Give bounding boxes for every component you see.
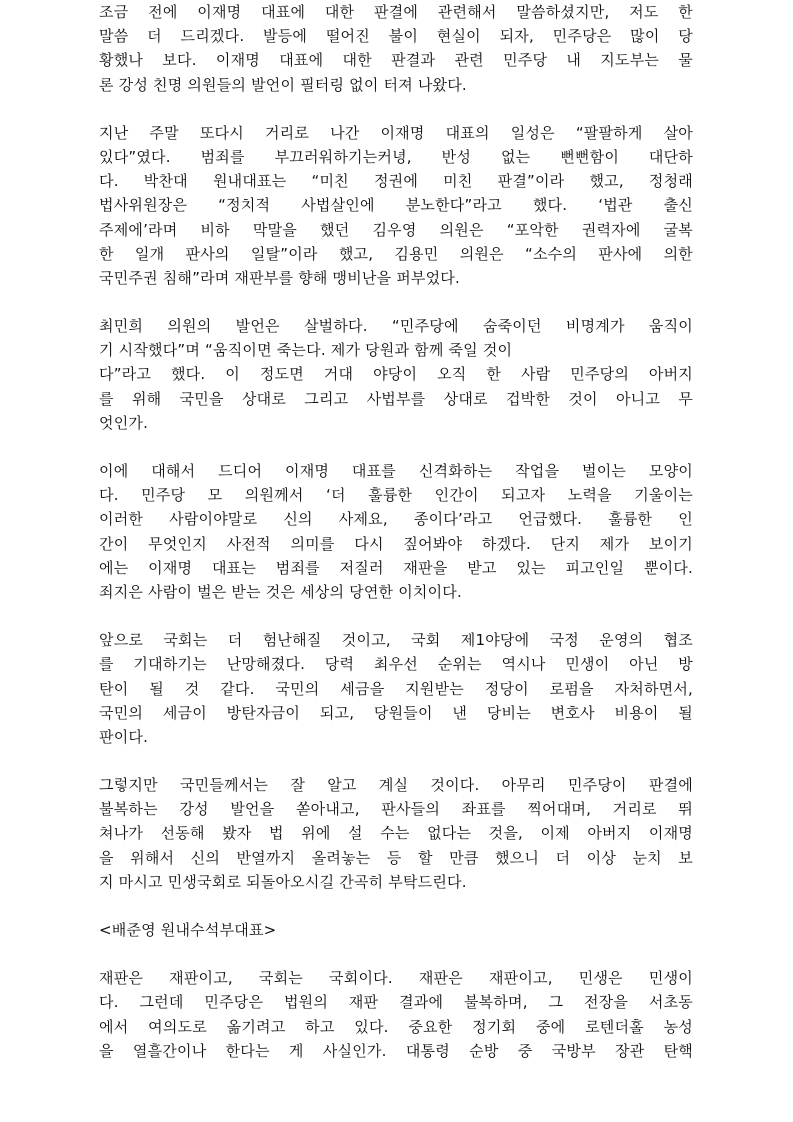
text-line: 이에 대해서 드디어 이재명 대표를 신격화하는 작업을 벌이는 모양이	[99, 462, 693, 480]
text-line: 있다”였다. 범죄를 부끄러워하기는커녕, 반성 없는 뻔뻔함이 대단하	[99, 147, 693, 166]
text-line: 법사위원장은 “정치적 사법살인에 분노한다”라고 했다. ‘법관 출신	[99, 196, 693, 215]
text-line: 주제에’라며 비하 막말을 했던 김우영 의원은 “포악한 권력자에 굴복	[99, 220, 693, 239]
text-line: 기 시작했다”며 “움직이면 죽는다. 제가 당원과 함께 죽일 것이	[99, 341, 513, 360]
text-line: 탄이 될 것 같다. 국민의 세금을 지원받는 정당이 로펌을 자처하면서,	[99, 679, 693, 698]
text-line: 을 열흘간이나 한다는 게 사실인가. 대통령 순방 중 국방부 장관 탄핵	[99, 1041, 694, 1060]
text-line: 지난 주말 또다시 거리로 나간 이재명 대표의 일성은 “팔팔하게 살아	[99, 123, 693, 142]
text-line: 다. 민주당 모 의원께서 ‘더 훌륭한 인간이 되고자 노력을 기울이는	[99, 486, 693, 505]
text-line: 조금 전에 이재명 대표에 대한 판결에 관련해서 말씀하셨지만, 저도 한	[99, 3, 693, 21]
text-line: 말씀 더 드리겠다. 발등에 떨어진 불이 현실이 되자, 민주당은 많이 당	[99, 27, 693, 46]
text-line: 한 일개 판사의 일탈”이라 했고, 김용민 의원은 “소수의 판사에 의한	[99, 244, 693, 263]
paragraph-8	[99, 966, 693, 1063]
text-line: 을 위해서 신의 반열까지 올려놓는 등 할 만큼 했으니 더 이상 눈치 보	[99, 848, 693, 867]
text-line: 간이 무엇인지 사전적 의미를 다시 짚어봐야 하겠다. 단지 제가 보이기	[99, 534, 693, 553]
paragraph-2	[99, 121, 693, 290]
text-line: 황했나 보다. 이재명 대표에 대한 판결과 관련 민주당 내 지도부는 물	[99, 51, 693, 70]
text-line: 다”라고 했다. 이 정도면 거대 야당이 오직 한 사람 민주당의 아버지	[99, 365, 693, 384]
paragraph-3	[99, 314, 693, 435]
text-line: 에는 이재명 대표는 범죄를 저질러 재판을 받고 있는 피고인일 뿐이다.	[99, 558, 693, 577]
text-line: 최민희 의원의 발언은 살벌하다. “민주당에 숨죽이던 비명계가 움직이	[99, 317, 693, 336]
text-line: 지 마시고 민생국회로 되돌아오시길 간곡히 부탁드린다.	[99, 872, 467, 891]
text-line: 이러한 사람이야말로 신의 사제요, 종이다’라고 언급했다. 훌륭한 인	[99, 510, 693, 529]
text-line: 다. 박찬대 원내대표는 “미친 정권에 미친 판결”이라 했고, 정청래	[99, 172, 693, 191]
document-page	[99, 0, 693, 1087]
paragraph-5	[99, 628, 693, 749]
paragraph-1	[99, 0, 693, 97]
text-line: 를 위해 국민을 상대로 그리고 사법부를 상대로 겁박한 것이 아니고 무	[99, 389, 693, 408]
text-line: 론 강성 친명 의원들의 발언이 필터링 없이 터져 나왔다.	[99, 75, 467, 94]
text-line: 엇인가.	[99, 413, 149, 432]
text-line: 를 기대하기는 난망해졌다. 당력 최우선 순위는 역시나 민생이 아닌 방	[99, 655, 693, 674]
text-line: 다. 그런데 민주당은 법원의 재판 결과에 불복하며, 그 전장을 서초동	[99, 993, 693, 1012]
text-line: 재판은 재판이고, 국회는 국회이다. 재판은 재판이고, 민생은 민생이	[99, 969, 693, 988]
text-line: 앞으로 국회는 더 험난해질 것이고, 국회 제1야당에 국정 운영의 협조	[99, 631, 693, 650]
text-line: 죄지은 사람이 벌은 받는 것은 세상의 당연한 이치이다.	[99, 582, 462, 601]
paragraph-4	[99, 459, 693, 604]
text-line: 국민의 세금이 방탄자금이 되고, 당원들이 낸 당비는 변호사 비용이 될	[99, 703, 693, 722]
text-line: 에서 여의도로 옮기려고 하고 있다. 중요한 정기회 중에 로텐더홀 농성	[99, 1017, 693, 1036]
paragraph-6	[99, 773, 693, 894]
speaker-heading	[99, 918, 693, 942]
text-line: 그렇지만 국민들께서는 잘 알고 계실 것이다. 아무리 민주당이 판결에	[99, 776, 693, 795]
speaker-name: <배준영 원내수석부대표>	[99, 921, 277, 939]
text-line: 불복하는 강성 발언을 쏟아내고, 판사들의 좌표를 찍어대며, 거리로 뛰	[99, 800, 693, 819]
text-line: 판이다.	[99, 727, 149, 746]
text-line: 국민주권 침해”라며 재판부를 향해 맹비난을 퍼부었다.	[99, 268, 460, 287]
text-line: 쳐나가 선동해 봤자 법 위에 설 수는 없다는 것을, 이제 아버지 이재명	[99, 824, 693, 843]
